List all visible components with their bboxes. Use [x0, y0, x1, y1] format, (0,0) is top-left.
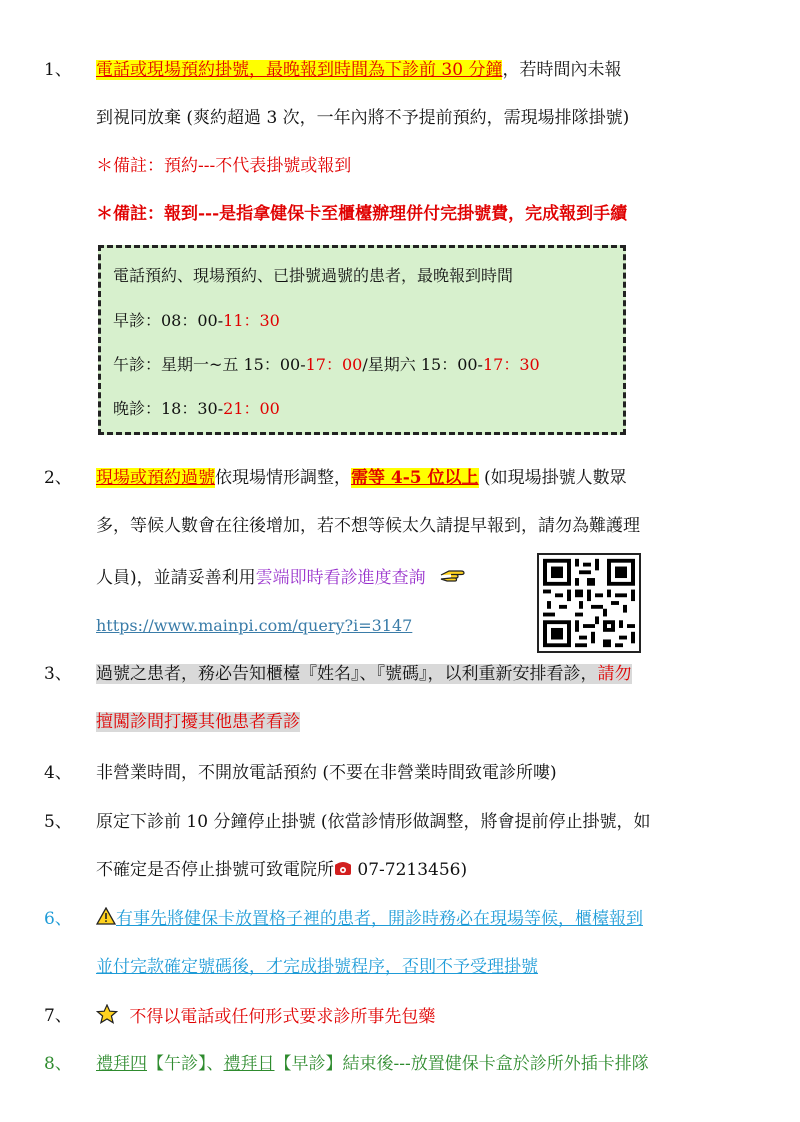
checkin-time-box [98, 245, 626, 435]
item-1-note-1: ＊備註：預約---不代表掛號或報到 [96, 156, 352, 176]
box-evening [113, 398, 280, 420]
query-url-link[interactable]: https://www.mainpi.com/query?i=3147 [96, 616, 413, 635]
box-afternoon-end-weekday: 17：00 [305, 355, 363, 374]
box-evening-end: 21：00 [223, 399, 280, 418]
item-2-rest: (如現場掛號人數眾 [478, 468, 627, 488]
item-1-highlight: 電話或現場預約掛號，最晚報到時間為下診前 30 分鐘 [96, 60, 503, 80]
item-1-number: 1、 [44, 60, 72, 80]
box-morning [113, 310, 280, 332]
box-afternoon-label: 午診：星期一~五 15：00- [113, 355, 306, 374]
item-5-number: 5、 [44, 812, 72, 832]
phone-number: 07-7213456) [352, 860, 468, 880]
cloud-progress-link[interactable]: 雲端即時看診進度查詢 [255, 568, 426, 588]
box-morning-end: 11：30 [223, 311, 280, 330]
box-title: 電話預約、現場預約、已掛號過號的患者，最晚報到時間 [113, 266, 514, 285]
item-7-number: 7、 [44, 1006, 72, 1026]
item-2-line-3 [96, 566, 465, 591]
item-2-line-2: 多，等候人數會在往後增加，若不想等候太久請提早報到，請勿為難護理 [96, 516, 640, 536]
qr-code-icon [537, 553, 641, 653]
item-6-number: 6、 [44, 909, 72, 929]
item-8-number: 8、 [44, 1054, 72, 1074]
item-5-line-2 [96, 858, 467, 883]
item-2-line-3-text: 人員)，並請妥善利用 [96, 568, 256, 588]
item-2-mid: 依現場情形調整， [215, 468, 351, 488]
item-1-line-2: 到視同放棄 (爽約超過 3 次，一年內將不予提前預約，需現場排隊掛號) [96, 108, 630, 128]
item-3-line-2 [96, 710, 300, 734]
item-3-line-1 [96, 662, 632, 686]
box-afternoon-mid: /星期六 15：00- [362, 355, 483, 374]
pointing-hand-icon [439, 566, 465, 591]
item-2-number: 2、 [44, 468, 72, 488]
box-afternoon-end-saturday: 17：30 [482, 355, 540, 374]
item-8-thursday: 禮拜四 [96, 1054, 147, 1074]
item-8-morning: 【早診】結束後---放置健保卡盒於診所外插卡排隊 [274, 1054, 649, 1074]
item-7-line [96, 1004, 435, 1031]
item-1-rest: ，若時間內未報 [502, 60, 622, 80]
box-afternoon [113, 354, 540, 376]
item-3-grey-text: 過號之患者，務必告知櫃檯『姓名』、『號碼』，以利重新安排看診， [96, 664, 598, 684]
warning-icon [96, 907, 116, 932]
box-evening-label: 晚診：18：30- [113, 399, 224, 418]
item-2-highlight-1: 現場或預約過號 [96, 468, 215, 488]
item-3-number: 3、 [44, 664, 72, 684]
telephone-icon [334, 859, 352, 883]
item-8-afternoon: 【午診】、 [147, 1054, 224, 1074]
item-8-sunday: 禮拜日 [223, 1054, 275, 1074]
star-icon [96, 1004, 118, 1031]
item-3-red-a: 請勿 [597, 664, 632, 684]
item-4-text: 非營業時間，不開放電話預約 (不要在非營業時間致電診所嘍) [96, 763, 557, 783]
item-6-line-1 [96, 907, 643, 932]
item-6-text-2: 並付完款確定號碼後，才完成掛號程序，否則不予受理掛號 [96, 957, 538, 977]
item-2-line-1 [96, 466, 627, 490]
item-1-note-2: ＊備註：報到---是指拿健保卡至櫃檯辦理併付完掛號費，完成報到手續 [96, 204, 628, 224]
item-3-red-b: 擅闖診間打擾其他患者看診 [96, 712, 300, 732]
item-5-line-2-text: 不確定是否停止掛號可致電院所 [96, 860, 334, 880]
item-8-line [96, 1052, 649, 1076]
item-6-line-2 [96, 955, 538, 979]
item-6-text-1: 有事先將健保卡放置格子裡的患者，開診時務必在現場等候，櫃檯報到 [116, 909, 643, 929]
box-morning-label: 早診：08：00- [113, 311, 224, 330]
item-1-line-1 [96, 58, 621, 82]
item-7-text: 不得以電話或任何形式要求診所事先包藥 [129, 1007, 436, 1027]
item-5-line-1: 原定下診前 10 分鐘停止掛號 (依當診情形做調整，將會提前停止掛號，如 [96, 812, 651, 832]
item-2-highlight-2: 需等 4-5 位以上 [351, 468, 479, 488]
item-3-text [96, 664, 632, 684]
item-2-url[interactable] [96, 614, 412, 638]
item-4-number: 4、 [44, 763, 72, 783]
